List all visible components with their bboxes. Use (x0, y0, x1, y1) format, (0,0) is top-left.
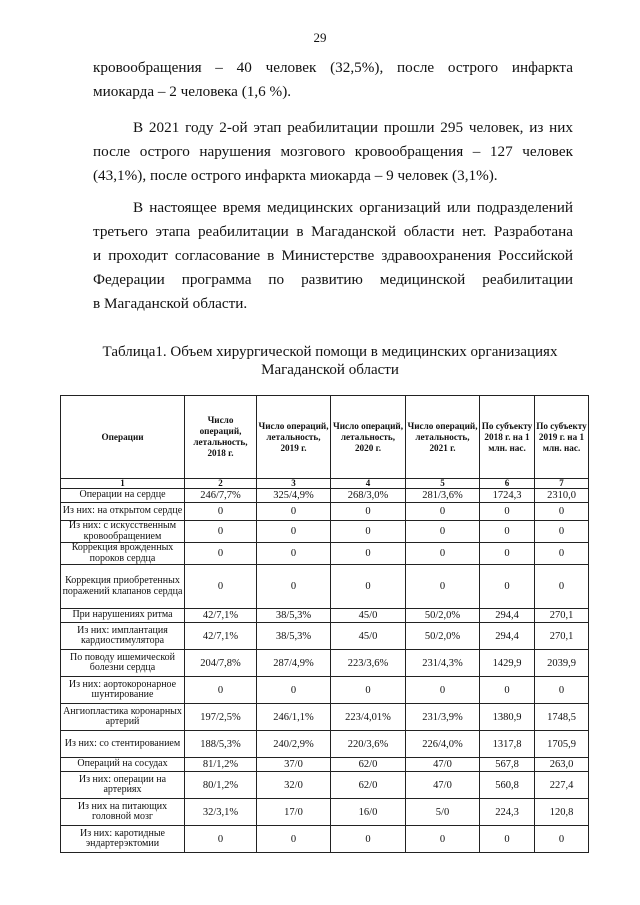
value-cell: 80/1,2% (185, 772, 257, 799)
value-cell: 231/4,3% (406, 650, 480, 677)
value-cell: 0 (331, 543, 406, 565)
value-cell: 0 (331, 503, 406, 521)
value-cell: 0 (257, 521, 331, 543)
value-cell: 567,8 (480, 758, 535, 772)
table-row (61, 543, 589, 565)
value-cell: 0 (185, 826, 257, 853)
value-cell: 1724,3 (480, 489, 535, 503)
value-cell: 197/2,5% (185, 704, 257, 731)
value-cell: 0 (480, 521, 535, 543)
value-cell: 0 (185, 503, 257, 521)
value-cell: 47/0 (406, 772, 480, 799)
surgery-volume-table (60, 395, 589, 853)
value-cell: 0 (480, 503, 535, 521)
value-cell: 263,0 (535, 758, 589, 772)
value-cell: 223/4,01% (331, 704, 406, 731)
column-number: 4 (331, 479, 406, 489)
value-cell: 240/2,9% (257, 731, 331, 758)
header-cell: Число операций, летальность, 2020 г. (331, 396, 406, 479)
caption-line-2: Магаданской области (261, 362, 399, 378)
value-cell: 0 (535, 521, 589, 543)
column-number: 6 (480, 479, 535, 489)
table-row (61, 623, 589, 650)
value-cell: 246/7,7% (185, 489, 257, 503)
value-cell: 0 (406, 503, 480, 521)
value-cell: 5/0 (406, 799, 480, 826)
value-cell: 0 (257, 826, 331, 853)
column-number: 2 (185, 479, 257, 489)
value-cell: 1317,8 (480, 731, 535, 758)
value-cell: 1380,9 (480, 704, 535, 731)
value-cell: 0 (406, 826, 480, 853)
value-cell: 62/0 (331, 772, 406, 799)
column-number-row (61, 479, 589, 489)
value-cell: 560,8 (480, 772, 535, 799)
table-body (61, 489, 589, 853)
table-row (61, 758, 589, 772)
table-caption (60, 343, 600, 379)
value-cell: 1705,9 (535, 731, 589, 758)
value-cell: 16/0 (331, 799, 406, 826)
value-cell: 281/3,6% (406, 489, 480, 503)
value-cell: 2310,0 (535, 489, 589, 503)
value-cell: 42/7,1% (185, 609, 257, 623)
value-cell: 0 (406, 543, 480, 565)
operation-name-cell: Из них: со стентированием (61, 731, 185, 758)
column-number: 1 (61, 479, 185, 489)
value-cell: 294,4 (480, 623, 535, 650)
header-cell: Число операций, летальность, 2021 г. (406, 396, 480, 479)
value-cell: 0 (257, 677, 331, 704)
value-cell: 0 (185, 543, 257, 565)
value-cell: 0 (185, 521, 257, 543)
value-cell: 188/5,3% (185, 731, 257, 758)
value-cell: 62/0 (331, 758, 406, 772)
text-line: в Магаданской области. (93, 295, 248, 312)
value-cell: 0 (406, 677, 480, 704)
header-row (61, 396, 589, 479)
operation-name-cell: Операции на сердце (61, 489, 185, 503)
value-cell: 231/3,9% (406, 704, 480, 731)
value-cell: 246/1,1% (257, 704, 331, 731)
value-cell: 0 (257, 503, 331, 521)
value-cell: 0 (185, 677, 257, 704)
text-line: кровообращения – 40 человек (32,5%), после острого инфаркта (93, 59, 573, 76)
value-cell: 0 (480, 565, 535, 609)
text-line: третьего этапа реабилитации в Магаданской области нет. Разработана (93, 223, 573, 240)
paragraph-1 (93, 56, 573, 104)
value-cell: 0 (331, 826, 406, 853)
table-row (61, 826, 589, 853)
value-cell: 294,4 (480, 609, 535, 623)
value-cell: 32/3,1% (185, 799, 257, 826)
table-row (61, 609, 589, 623)
value-cell: 0 (480, 677, 535, 704)
operation-name-cell: По поводу ишемической болезни сердца (61, 650, 185, 677)
table-row (61, 677, 589, 704)
header-cell: Число операций, летальность, 2019 г. (257, 396, 331, 479)
value-cell: 0 (535, 677, 589, 704)
value-cell: 270,1 (535, 623, 589, 650)
operation-name-cell: Из них: на открытом сердце (61, 503, 185, 521)
text-line: В 2021 году 2-ой этап реабилитации прошли 295 человек, из них (133, 119, 573, 136)
value-cell: 0 (480, 543, 535, 565)
value-cell: 32/0 (257, 772, 331, 799)
table-row (61, 772, 589, 799)
value-cell: 42/7,1% (185, 623, 257, 650)
table-row (61, 731, 589, 758)
value-cell: 1429,9 (480, 650, 535, 677)
value-cell: 0 (331, 565, 406, 609)
operation-name-cell: Коррекция врожденных пороков сердца (61, 543, 185, 565)
table-row (61, 565, 589, 609)
value-cell: 120,8 (535, 799, 589, 826)
operation-name-cell: Операций на сосудах (61, 758, 185, 772)
value-cell: 0 (406, 565, 480, 609)
header-cell: По субъекту 2019 г. на 1 млн. нас. (535, 396, 589, 479)
value-cell: 50/2,0% (406, 609, 480, 623)
operation-name-cell: Из них: аортокоронарное шунтирование (61, 677, 185, 704)
table-row (61, 489, 589, 503)
paragraph-2 (93, 116, 573, 188)
value-cell: 220/3,6% (331, 731, 406, 758)
operation-name-cell: Из них: операции на артериях (61, 772, 185, 799)
value-cell: 0 (535, 503, 589, 521)
value-cell: 226/4,0% (406, 731, 480, 758)
value-cell: 50/2,0% (406, 623, 480, 650)
operation-name-cell: Из них: с искусственным кровообращением (61, 521, 185, 543)
operation-name-cell: Коррекция приобретенных поражений клапанов сердца (61, 565, 185, 609)
paragraph-3 (93, 196, 573, 316)
value-cell: 38/5,3% (257, 623, 331, 650)
caption-line-1: Таблица1. Объем хирургической помощи в медицинских организациях (102, 344, 558, 360)
value-cell: 0 (406, 521, 480, 543)
value-cell: 223/3,6% (331, 650, 406, 677)
value-cell: 0 (185, 565, 257, 609)
value-cell: 0 (257, 543, 331, 565)
value-cell: 1748,5 (535, 704, 589, 731)
value-cell: 224,3 (480, 799, 535, 826)
operation-name-cell: Из них: каротидные эндартерэктомии (61, 826, 185, 853)
text-line: и проходит согласование в Министерстве здравоохранения Российской (93, 247, 573, 264)
value-cell: 0 (535, 826, 589, 853)
operation-name-cell: Из них: имплантация кардиостимулятора (61, 623, 185, 650)
value-cell: 0 (331, 521, 406, 543)
value-cell: 45/0 (331, 623, 406, 650)
table-row (61, 799, 589, 826)
table-row (61, 650, 589, 677)
text-line: Федерации программа по развитию медицинской реабилитации (93, 271, 573, 288)
table-row (61, 704, 589, 731)
text-line: миокарда – 2 человека (1,6 %). (93, 83, 292, 100)
page-number: 29 (313, 30, 327, 45)
value-cell: 204/7,8% (185, 650, 257, 677)
value-cell: 268/3,0% (331, 489, 406, 503)
table-row (61, 521, 589, 543)
value-cell: 0 (257, 565, 331, 609)
value-cell: 2039,9 (535, 650, 589, 677)
value-cell: 81/1,2% (185, 758, 257, 772)
table-row (61, 503, 589, 521)
column-number: 3 (257, 479, 331, 489)
operation-name-cell: Из них на питающих головной мозг (61, 799, 185, 826)
header-cell: Операции (61, 396, 185, 479)
value-cell: 45/0 (331, 609, 406, 623)
header-cell: Число операций, летальность, 2018 г. (185, 396, 257, 479)
value-cell: 0 (480, 826, 535, 853)
column-number: 5 (406, 479, 480, 489)
value-cell: 270,1 (535, 609, 589, 623)
value-cell: 325/4,9% (257, 489, 331, 503)
value-cell: 47/0 (406, 758, 480, 772)
value-cell: 0 (535, 565, 589, 609)
value-cell: 0 (331, 677, 406, 704)
value-cell: 37/0 (257, 758, 331, 772)
value-cell: 227,4 (535, 772, 589, 799)
value-cell: 0 (535, 543, 589, 565)
text-line: после острого нарушения мозгового кровообращения – 127 человек (93, 143, 573, 160)
value-cell: 38/5,3% (257, 609, 331, 623)
header-cell: По субъекту 2018 г. на 1 млн. нас. (480, 396, 535, 479)
value-cell: 17/0 (257, 799, 331, 826)
text-line: В настоящее время медицинских организаций или подразделений (133, 199, 573, 216)
text-line: (43,1%), после острого инфаркта миокарда – 9 человек (3,1%). (93, 167, 498, 184)
value-cell: 287/4,9% (257, 650, 331, 677)
operation-name-cell: При нарушениях ритма (61, 609, 185, 623)
column-number: 7 (535, 479, 589, 489)
operation-name-cell: Ангиопластика коронарных артерий (61, 704, 185, 731)
